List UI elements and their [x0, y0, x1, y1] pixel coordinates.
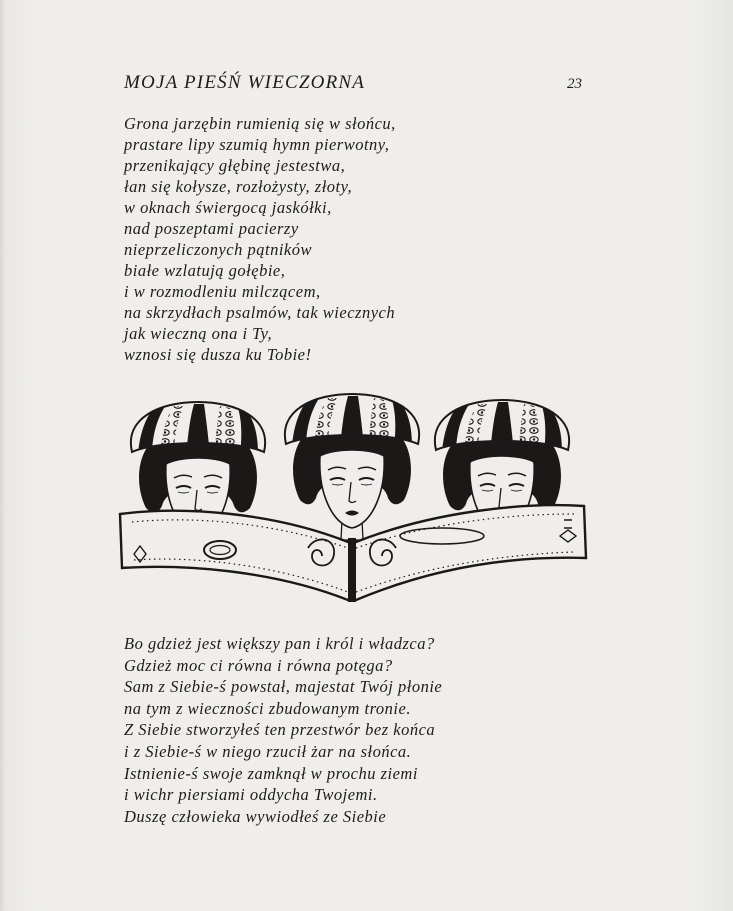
woman-center [282, 392, 422, 540]
page-number: 23 [567, 76, 582, 92]
poem-line: w oknach świergocą jaskółki, [124, 198, 332, 217]
poem-line: Bo gdzież jest większy pan i król i władzca? [124, 634, 435, 653]
poem-line: na skrzydłach psalmów, tak wiecznych [124, 303, 396, 322]
poem-stanza-2 [124, 633, 442, 827]
poem-line: nad poszeptami pacierzy [124, 219, 299, 238]
poem-line: wznosi się dusza ku Tobie! [124, 345, 312, 364]
poem-line: łan się kołysze, rozłożysty, złoty, [124, 177, 353, 196]
poem-line: Istnienie-ś swoje zamknął w prochu ziemi [124, 763, 418, 783]
poem-line: i wichr piersiami oddycha Twojemi. [124, 785, 378, 805]
poem-line: jak wieczną ona i Ty, [124, 324, 273, 343]
poem-line: na tym z wieczności zbudowanym tronie. [124, 698, 411, 718]
poem-line: białe wzlatują gołębie, [124, 261, 286, 280]
poem-line: Gdzież moc ci równa i równa potęga? [124, 655, 393, 675]
poem-stanza-1 [124, 113, 396, 365]
poem-line: i w rozmodleniu milczącem, [124, 282, 321, 301]
poem-line: i z Siebie-ś w niego rzucił żar na słońca. [124, 741, 412, 761]
poem-line: przenikający głębinę jestestwa, [124, 156, 346, 175]
three-women-book-illustration [112, 388, 592, 610]
poem-line: prastare lipy szumią hymn pierwotny, [124, 135, 390, 154]
poem-line: Grona jarzębin rumienią się w słońcu, [124, 114, 396, 133]
poem-line: Sam z Siebie-ś powstał, majestat Twój płonie [124, 677, 443, 697]
poem-line: Z Siebie stworzyłeś ten przestwór bez końca [124, 720, 436, 740]
running-header-title: MOJA PIEŚŃ WIECZORNA [124, 72, 366, 93]
poem-line: nieprzeliczonych pątników [124, 240, 313, 259]
poem-line: Duszę człowieka wywiodłeś ze Siebie [124, 806, 387, 826]
